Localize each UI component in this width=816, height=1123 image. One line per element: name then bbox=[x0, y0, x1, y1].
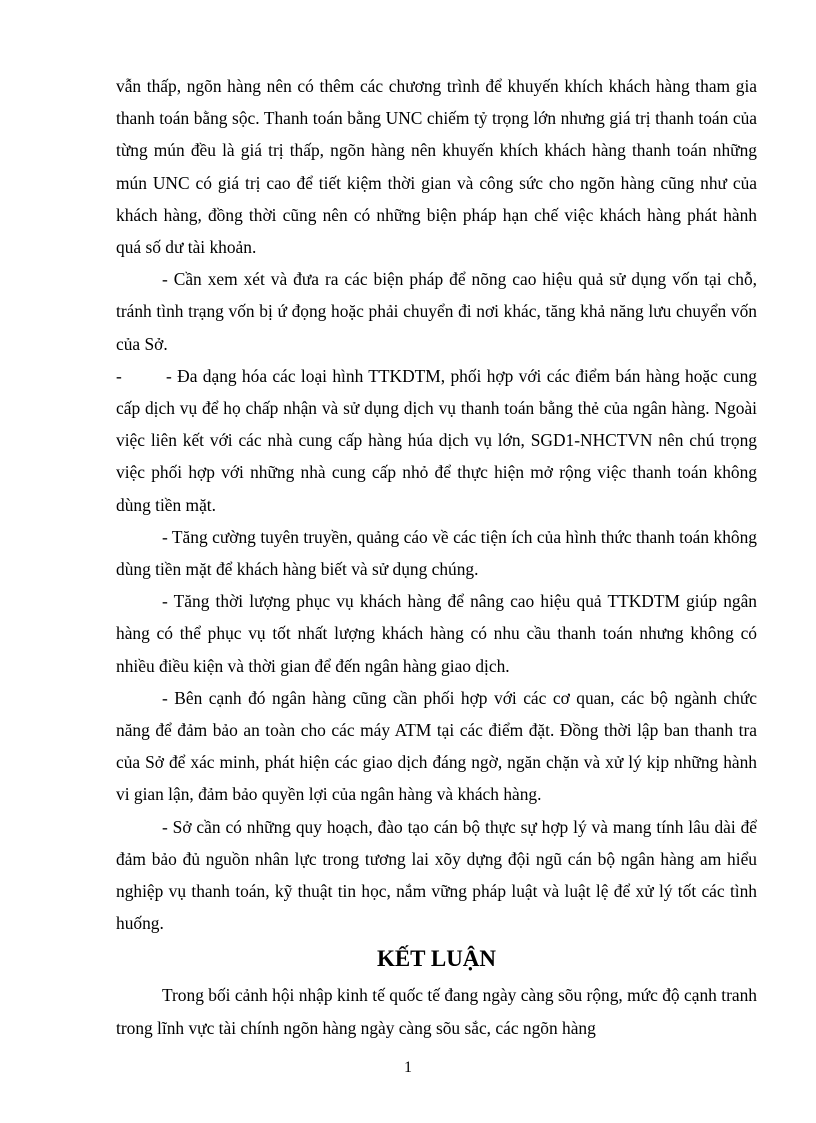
paragraph-6: - Bên cạnh đó ngân hàng cũng cần phối hợp với các cơ quan, các bộ ngành chức năng để đảm bảo an toàn cho các máy ATM tại các điểm đặt. Đồng thời lập ban thanh tra của Sở để xác minh, phát hiện các giao dịch đáng ngờ, ngăn chặn và xử lý kịp những hành vi gian lận, đảm bảo quyền lợi của ngân hàng và khách hàng. bbox=[116, 687, 757, 805]
paragraph-3 bbox=[116, 360, 757, 521]
section-heading: KẾT LUẬN bbox=[376, 946, 497, 972]
paragraph-3-text: - Đa dạng hóa các loại hình TTKDTM, phối hợp với các điểm bán hàng hoặc cung cấp dịch vụ để họ chấp nhận và sử dụng dịch vụ thanh toán bằng thẻ của ngân hàng. Ngoài việc liên kết với các nhà cung cấp hàng húa dịch vụ lớn, SGD1-NHCTVN nên chú trọng việc phối hợp với những nhà cung cấp nhỏ để thực hiện mở rộng việc thanh toán không dùng tiền mặt. bbox=[116, 365, 757, 515]
conclusion-paragraph: Trong bối cảnh hội nhập kinh tế quốc tế đang ngày càng sõu rộng, mức độ cạnh tranh trong lĩnh vực tài chính ngõn hàng ngày càng sõu sắc, các ngõn hàng bbox=[116, 985, 757, 1038]
leading-dash: - bbox=[116, 365, 122, 386]
paragraph-2: - Cần xem xét và đưa ra các biện pháp để nõng cao hiệu quả sử dụng vốn tại chỗ, tránh tình trạng vốn bị ứ đọng hoặc phải chuyển đi nơi khác, tăng khả năng lưu chuyển vốn của Sở. bbox=[116, 269, 757, 354]
paragraph-5: - Tăng thời lượng phục vụ khách hàng để nâng cao hiệu quả TTKDTM giúp ngân hàng có thể phục vụ tốt nhất lượng khách hàng có nhu cầu thanh toán nhưng không có nhiều điều kiện và thời gian để đến ngân hàng giao dịch. bbox=[116, 591, 757, 676]
body-text bbox=[116, 70, 757, 1044]
page-number: 1 bbox=[404, 1059, 412, 1076]
paragraph-4: - Tăng cường tuyên truyền, quảng cáo về các tiện ích của hình thức thanh toán không dùng tiền mặt để khách hàng biết và sử dụng chúng. bbox=[116, 526, 757, 580]
paragraph-7: - Sở cần có những quy hoạch, đào tạo cán bộ thực sự hợp lý và mang tính lâu dài để đảm bảo đủ nguồn nhân lực trong tương lai xõy dựng đội ngũ cán bộ ngân hàng am hiểu nghiệp vụ thanh toán, kỹ thuật tin học, nắm vững pháp luật và luật lệ để xử lý tốt các tình huống. bbox=[116, 816, 757, 934]
paragraph-1: vẫn thấp, ngõn hàng nên có thêm các chương trình để khuyến khích khách hàng tham gia thanh toán bằng sộc. Thanh toán bằng UNC chiếm tỷ trọng lớn nhưng giá trị thanh toán của từng mún đều là giá trị thấp, ngõn hàng nên khuyến khích khách hàng thanh toán những mún UNC có giá trị cao để tiết kiệm thời gian và công sức cho ngõn hàng cũng như của khách hàng, đồng thời cũng nên có những biện pháp hạn chế việc khách hàng phát hành quá số dư tài khoản. bbox=[116, 76, 757, 258]
